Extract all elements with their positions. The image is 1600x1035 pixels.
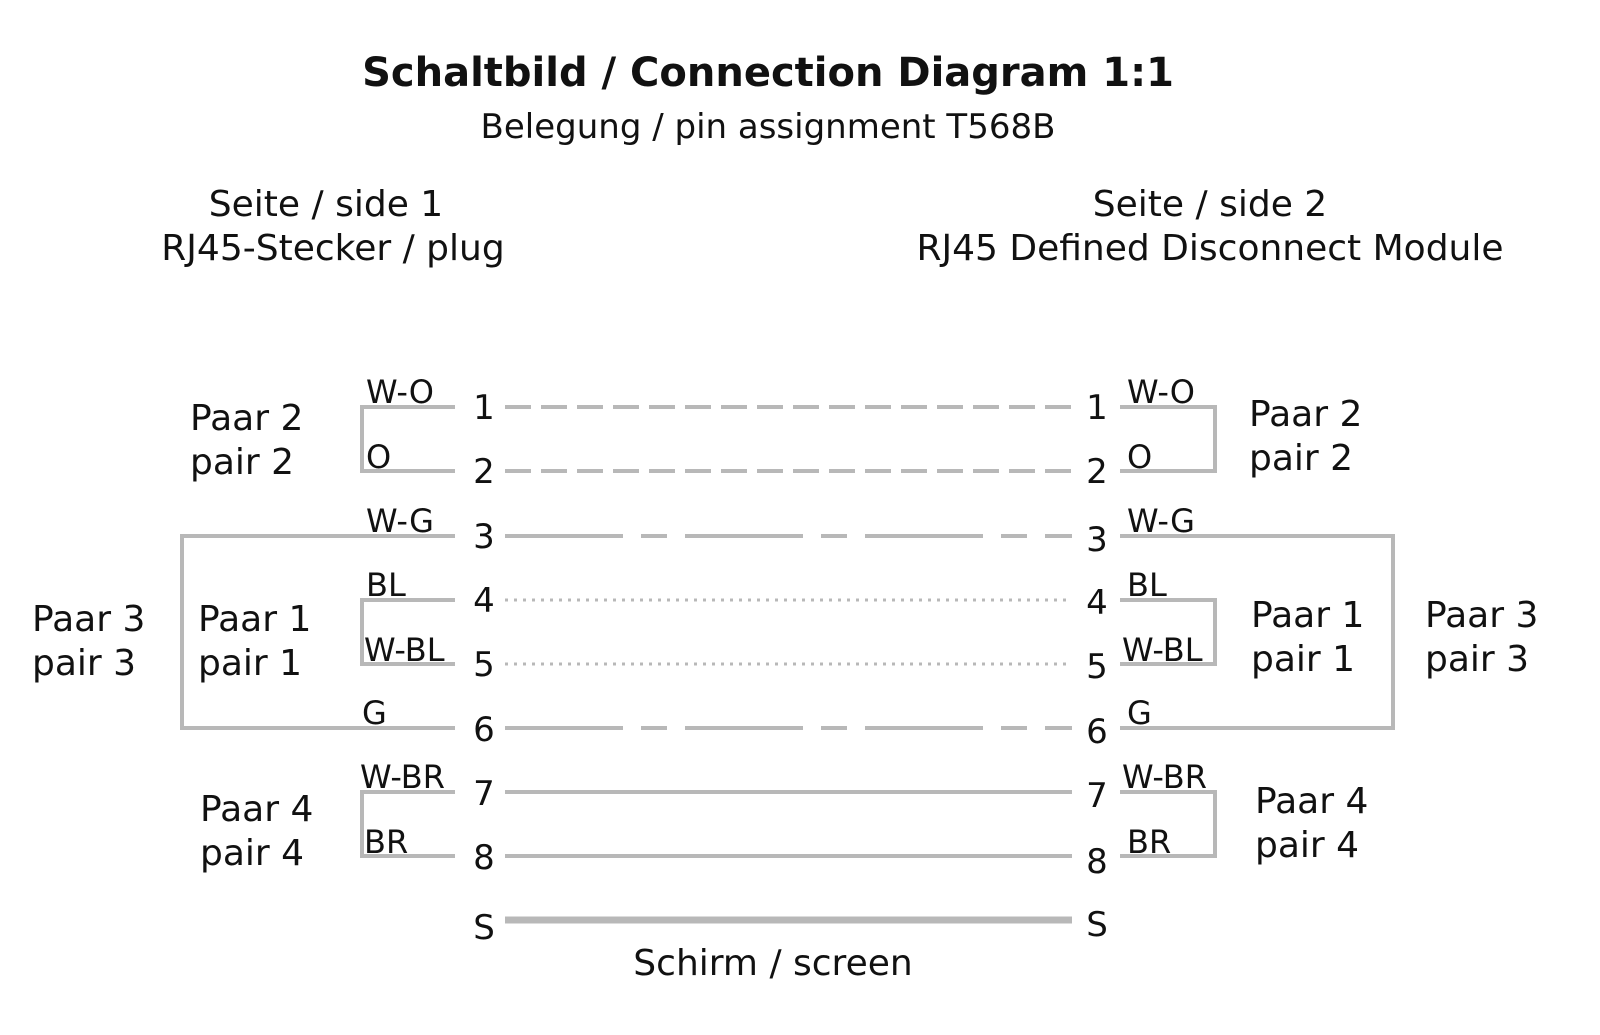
wire-labels-side2 — [1122, 373, 1207, 861]
pair2-label-en-side2: pair 2 — [1249, 438, 1354, 479]
wire-w-g-side1: W-G — [366, 502, 434, 540]
pair3-label-en-side1: pair 3 — [32, 643, 137, 684]
diagram-title: Schaltbild / Connection Diagram 1:1 — [362, 50, 1174, 96]
side1-connector: RJ45-Stecker / plug — [161, 228, 505, 269]
wire-bl-side1: BL — [366, 566, 406, 604]
pin-4-side2: 4 — [1086, 583, 1108, 623]
wire-g-side2: G — [1127, 694, 1152, 732]
pair2-label-de-side1: Paar 2 — [190, 398, 304, 439]
side2-label: Seite / side 2 — [1092, 184, 1328, 225]
pair4-label-en-side1: pair 4 — [200, 833, 305, 874]
wire-w-br-side1: W-BR — [360, 758, 445, 796]
pin-s-side1: S — [473, 908, 495, 948]
wire-labels-side1 — [360, 373, 445, 861]
pair4-label-en-side2: pair 4 — [1255, 825, 1360, 866]
pin-4-side1: 4 — [473, 581, 495, 621]
pin-s-side2: S — [1086, 905, 1108, 945]
pin-3-side1: 3 — [473, 517, 495, 557]
wire-w-br-side2: W-BR — [1122, 758, 1207, 796]
pin-3-side2: 3 — [1086, 520, 1108, 560]
pin-6-side1: 6 — [473, 710, 495, 750]
wire-o-side1: O — [366, 438, 392, 476]
pin-1-side1: 1 — [473, 388, 495, 428]
pin-8-side1: 8 — [473, 838, 495, 878]
pin-1-side2: 1 — [1086, 388, 1108, 428]
pair1-label-de-side2: Paar 1 — [1251, 595, 1365, 636]
pair-labels-side1 — [32, 398, 313, 874]
side2-connector: RJ45 Defined Disconnect Module — [916, 228, 1504, 269]
pair2-label-en-side1: pair 2 — [190, 442, 295, 483]
side1-label: Seite / side 1 — [208, 184, 444, 225]
pair2-label-de-side2: Paar 2 — [1249, 394, 1363, 435]
pair3-label-de-side1: Paar 3 — [32, 599, 146, 640]
diagram-subtitle: Belegung / pin assignment T568B — [480, 107, 1056, 147]
pair1-label-en-side1: pair 1 — [198, 643, 303, 684]
wire-w-o-side1: W-O — [366, 373, 434, 411]
pair1-label-en-side2: pair 1 — [1251, 639, 1356, 680]
wire-o-side2: O — [1127, 438, 1153, 476]
wire-w-bl-side1: W-BL — [364, 631, 445, 669]
wire-w-g-side2: W-G — [1127, 502, 1195, 540]
pair4-label-de-side1: Paar 4 — [200, 789, 314, 830]
pair1-label-de-side1: Paar 1 — [198, 599, 312, 640]
pin-6-side2: 6 — [1086, 712, 1108, 752]
pins-side1 — [473, 388, 495, 948]
pin-7-side2: 7 — [1086, 776, 1108, 816]
pin-2-side2: 2 — [1086, 452, 1108, 492]
pair3-label-de-side2: Paar 3 — [1425, 595, 1539, 636]
conductors — [505, 407, 1072, 920]
wire-bl-side2: BL — [1127, 566, 1167, 604]
pin-8-side2: 8 — [1086, 842, 1108, 882]
pair4-label-de-side2: Paar 4 — [1255, 781, 1369, 822]
pins-side2 — [1086, 388, 1108, 945]
pin-5-side2: 5 — [1086, 647, 1108, 687]
pin-5-side1: 5 — [473, 645, 495, 685]
wire-w-o-side2: W-O — [1127, 373, 1195, 411]
pair3-label-en-side2: pair 3 — [1425, 639, 1530, 680]
pin-2-side1: 2 — [473, 452, 495, 492]
wire-br-side1: BR — [364, 823, 409, 861]
pin-7-side1: 7 — [473, 774, 495, 814]
screen-label: Schirm / screen — [633, 943, 913, 984]
wire-g-side1: G — [362, 694, 387, 732]
wire-w-bl-side2: W-BL — [1122, 631, 1203, 669]
wire-br-side2: BR — [1127, 823, 1172, 861]
